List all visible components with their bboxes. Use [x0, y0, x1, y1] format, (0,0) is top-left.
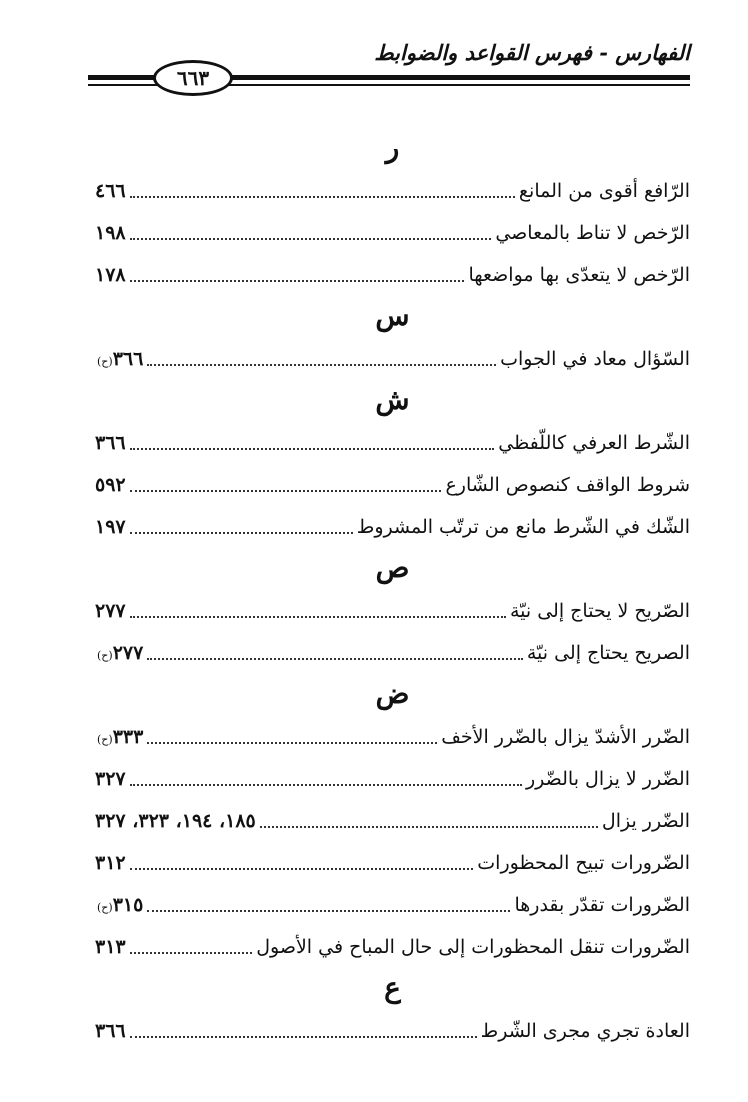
- dot-leader: [130, 867, 474, 870]
- entry-page-number: ١٨٥، ١٩٤، ٣٢٣، ٣٢٧: [95, 810, 256, 832]
- entry-text: الصريح يحتاج إلى نيّة: [526, 642, 690, 664]
- index-entry: [95, 926, 690, 968]
- running-title: الفهارس - فهرس القواعد والضوابط: [374, 40, 690, 65]
- index-entry: [95, 590, 690, 632]
- index-entry: [95, 338, 690, 380]
- entry-text: الضّرورات تبيح المحظورات: [477, 852, 690, 874]
- entry-page-number: ٣٢٧: [95, 768, 126, 790]
- entry-text: الرّخص لا يتعدّى بها مواضعها: [468, 264, 690, 286]
- index-entry: [95, 800, 690, 842]
- page-number: ٦٦٣: [153, 60, 233, 96]
- dot-leader: [147, 909, 510, 912]
- section-letter: ر: [385, 131, 400, 164]
- index-entry: [95, 758, 690, 800]
- index-entry: [95, 422, 690, 464]
- entry-page-number: ٣٦٦: [95, 432, 126, 454]
- entry-text: السّؤال معاد في الجواب: [500, 348, 690, 370]
- entry-text: العادة تجري مجرى الشّرط: [480, 1020, 690, 1042]
- section-letter: س: [375, 299, 410, 332]
- footnote-mark: (ح): [97, 901, 113, 914]
- entry-page-number: ٣١٢: [95, 852, 126, 874]
- entry-text: الشّرط العرفي كاللّفظي: [498, 432, 690, 454]
- entry-text: شروط الواقف كنصوص الشّارع: [445, 474, 690, 496]
- index-entry: [95, 1010, 690, 1052]
- entry-text: الرّخص لا تناط بالمعاصي: [495, 222, 690, 244]
- index-entry: [95, 254, 690, 296]
- entry-page-number: ٢٧٧: [95, 600, 126, 622]
- index-entry: [95, 716, 690, 758]
- section-letter: ش: [375, 383, 410, 416]
- dot-leader: [130, 447, 495, 450]
- dot-leader: [260, 825, 598, 828]
- entry-page-number: ٢٧٧: [112, 642, 144, 664]
- dot-leader: [147, 657, 523, 660]
- index-entry: [95, 212, 690, 254]
- dot-leader: [147, 741, 437, 744]
- entry-text: الضّرر لا يزال بالضّرر: [525, 768, 690, 790]
- page-header: [88, 40, 690, 100]
- dot-leader: [130, 195, 515, 198]
- dot-leader: [130, 783, 522, 786]
- entry-page-number: ٣٦٦: [112, 348, 144, 370]
- entry-text: الضّرر يزال: [601, 810, 690, 832]
- dot-leader: [147, 363, 496, 366]
- entry-page-number: ٣٣٣: [112, 726, 144, 748]
- dot-leader: [130, 951, 253, 954]
- entry-text: الرّافع أقوى من المانع: [518, 180, 690, 202]
- dot-leader: [130, 489, 442, 492]
- entry-page-number: ٣١٣: [95, 936, 126, 958]
- entry-page-number: ١٩٧: [95, 516, 126, 538]
- dot-leader: [130, 279, 465, 282]
- entry-page-number: ٤٦٦: [95, 180, 126, 202]
- footnote-mark: (ح): [97, 355, 113, 368]
- entry-page-number: ٣٦٦: [95, 1020, 126, 1042]
- section-letter: ص: [375, 551, 410, 584]
- index-entry: [95, 842, 690, 884]
- section-letter: ع: [384, 971, 401, 1004]
- index-list: [95, 128, 690, 1052]
- section-letter: ض: [375, 677, 410, 710]
- index-entry: [95, 632, 690, 674]
- entry-text: الصّريح لا يحتاج إلى نيّة: [509, 600, 690, 622]
- index-entry: [95, 506, 690, 548]
- dot-leader: [130, 531, 353, 534]
- footnote-mark: (ح): [97, 733, 113, 746]
- index-entry: [95, 464, 690, 506]
- index-entry: [95, 884, 690, 926]
- dot-leader: [130, 1035, 477, 1038]
- dot-leader: [130, 237, 492, 240]
- entry-page-number: ١٧٨: [95, 264, 126, 286]
- entry-page-number: ٣١٥: [112, 894, 144, 916]
- index-entry: [95, 170, 690, 212]
- entry-page-number: ١٩٨: [95, 222, 126, 244]
- footnote-mark: (ح): [97, 649, 113, 662]
- entry-page-number: ٥٩٢: [95, 474, 126, 496]
- entry-text: الشّك في الشّرط مانع من ترتّب المشروط: [356, 516, 690, 538]
- entry-text: الضّرورات تقدّر بقدرها: [514, 894, 690, 916]
- dot-leader: [130, 615, 506, 618]
- entry-text: الضّرورات تنقل المحظورات إلى حال المباح في الأصول: [256, 936, 690, 958]
- entry-text: الضّرر الأشدّ يزال بالضّرر الأخف: [441, 726, 690, 748]
